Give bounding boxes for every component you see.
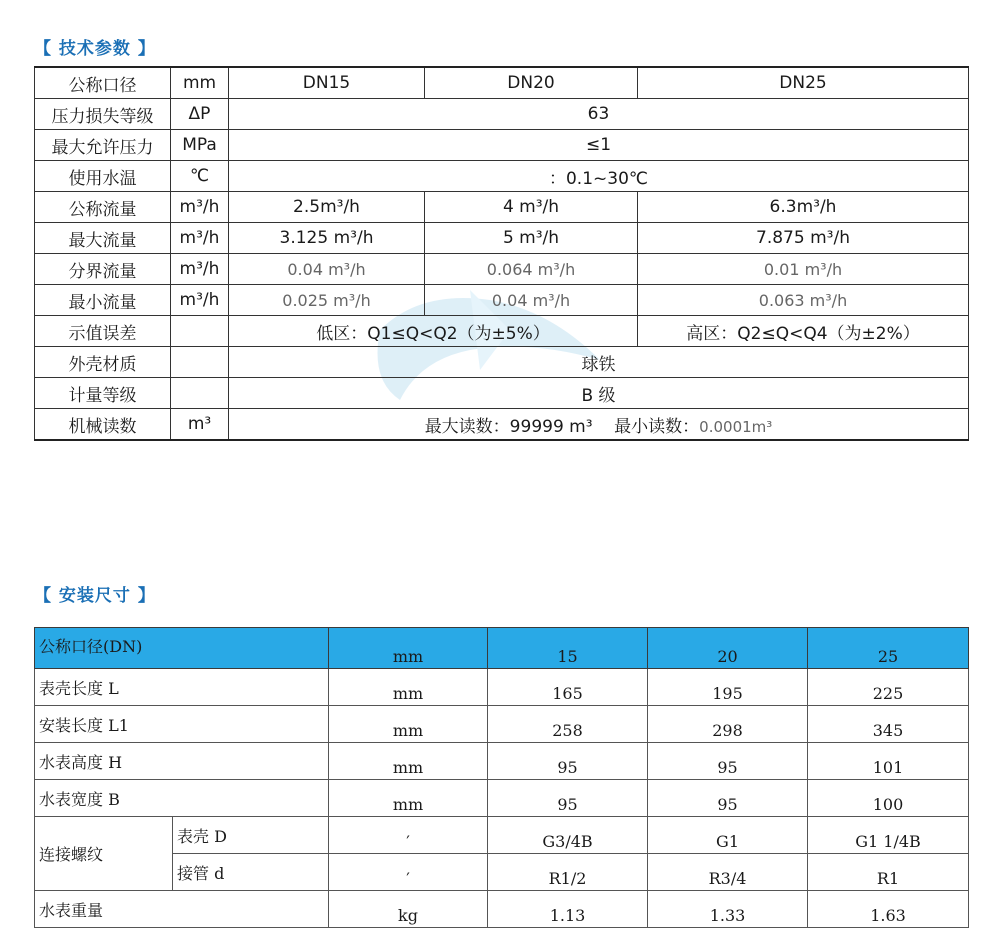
section-title-specs: 【 技术参数 】 (34, 39, 156, 59)
table-row (35, 192, 969, 223)
min-reading-label: 最小读数： (614, 416, 700, 437)
table-row (35, 854, 969, 891)
value-cell: 345 (808, 706, 969, 743)
unit-cell: ΔP (171, 99, 229, 130)
row-label: 连接螺纹 (35, 817, 173, 891)
value-cell: 195 (648, 669, 808, 706)
value-cell: 1.33 (648, 891, 808, 928)
table-row (35, 669, 969, 706)
unit-cell: m³ (171, 409, 229, 441)
unit-cell: mm (329, 780, 488, 817)
table-row (35, 817, 969, 854)
unit-cell: ′ (329, 854, 488, 891)
sub-row-label: 接管 d (173, 854, 329, 891)
unit-cell: mm (329, 743, 488, 780)
row-label: 公称流量 (35, 192, 171, 223)
unit-cell: mm (171, 67, 229, 99)
value-cell: DN25 (638, 67, 969, 99)
table-row (35, 316, 969, 347)
value-cell: 95 (488, 780, 648, 817)
value-cell: 4 m³/h (425, 192, 638, 223)
value-cell: 101 (808, 743, 969, 780)
table-row (35, 99, 969, 130)
value-cell (229, 409, 969, 441)
value-cell: 95 (648, 780, 808, 817)
value-cell: ：0.1~30℃ (229, 161, 969, 192)
row-label: 压力损失等级 (35, 99, 171, 130)
value-cell: 1.63 (808, 891, 969, 928)
value-cell: 0.063 m³/h (638, 285, 969, 316)
value-cell: 95 (488, 743, 648, 780)
table-row (35, 285, 969, 316)
value-cell: G1 1/4B (808, 817, 969, 854)
value-cell: 5 m³/h (425, 223, 638, 254)
unit-cell: m³/h (171, 254, 229, 285)
value-cell: R1/2 (488, 854, 648, 891)
unit-cell: mm (329, 669, 488, 706)
table-row (35, 378, 969, 409)
table-row (35, 347, 969, 378)
row-label: 机械读数 (35, 409, 171, 441)
value-cell: R3/4 (648, 854, 808, 891)
value-cell: 7.875 m³/h (638, 223, 969, 254)
value-cell: 63 (229, 99, 969, 130)
value-cell: 95 (648, 743, 808, 780)
header-value: 20 (648, 628, 808, 669)
table-row (35, 223, 969, 254)
row-label: 水表宽度 B (35, 780, 329, 817)
row-label: 计量等级 (35, 378, 171, 409)
value-cell: B 级 (229, 378, 969, 409)
table-row (35, 780, 969, 817)
unit-cell (171, 316, 229, 347)
value-cell: G1 (648, 817, 808, 854)
row-label: 分界流量 (35, 254, 171, 285)
table-header-row (35, 628, 969, 669)
value-cell: 1.13 (488, 891, 648, 928)
max-reading: 最大读数：99999 m³ (424, 416, 593, 437)
table-row (35, 743, 969, 780)
value-cell: 0.064 m³/h (425, 254, 638, 285)
row-label: 示值误差 (35, 316, 171, 347)
row-label: 水表重量 (35, 891, 329, 928)
value-cell-low-range: 低区：Q1≤Q<Q2（为±5%） (229, 316, 638, 347)
table-row (35, 409, 969, 441)
unit-cell: m³/h (171, 285, 229, 316)
table-row (35, 706, 969, 743)
value-cell: 258 (488, 706, 648, 743)
table-row (35, 254, 969, 285)
row-label: 外壳材质 (35, 347, 171, 378)
value-cell: 球铁 (229, 347, 969, 378)
unit-cell: ℃ (171, 161, 229, 192)
value-cell: DN20 (425, 67, 638, 99)
unit-cell (171, 347, 229, 378)
spec-table (34, 66, 969, 441)
header-value: 25 (808, 628, 969, 669)
header-label: 公称口径(DN) (35, 628, 329, 669)
value-cell: DN15 (229, 67, 425, 99)
unit-cell: ′ (329, 817, 488, 854)
table-row (35, 67, 969, 99)
row-label: 水表高度 H (35, 743, 329, 780)
row-label: 最小流量 (35, 285, 171, 316)
table-row (35, 891, 969, 928)
value-cell: G3/4B (488, 817, 648, 854)
value-cell: 0.04 m³/h (229, 254, 425, 285)
header-unit: mm (329, 628, 488, 669)
section-title-dimensions: 【 安装尺寸 】 (34, 586, 156, 606)
table-row (35, 130, 969, 161)
table-row (35, 161, 969, 192)
unit-cell: MPa (171, 130, 229, 161)
value-cell: ≤1 (229, 130, 969, 161)
unit-cell: mm (329, 706, 488, 743)
dimensions-table (34, 627, 969, 928)
unit-cell: m³/h (171, 192, 229, 223)
min-reading-value: 0.0001m³ (699, 417, 773, 436)
row-label: 使用水温 (35, 161, 171, 192)
value-cell: 225 (808, 669, 969, 706)
value-cell: 6.3m³/h (638, 192, 969, 223)
row-label: 最大流量 (35, 223, 171, 254)
value-cell: 165 (488, 669, 648, 706)
unit-cell: m³/h (171, 223, 229, 254)
value-cell: 0.04 m³/h (425, 285, 638, 316)
unit-cell (171, 378, 229, 409)
unit-cell: kg (329, 891, 488, 928)
value-cell: R1 (808, 854, 969, 891)
header-value: 15 (488, 628, 648, 669)
value-cell-high-range: 高区：Q2≤Q<Q4（为±2%） (638, 316, 969, 347)
value-cell: 2.5m³/h (229, 192, 425, 223)
sub-row-label: 表壳 D (173, 817, 329, 854)
row-label: 最大允许压力 (35, 130, 171, 161)
value-cell: 0.025 m³/h (229, 285, 425, 316)
value-cell: 298 (648, 706, 808, 743)
row-label: 公称口径 (35, 67, 171, 99)
value-cell: 100 (808, 780, 969, 817)
row-label: 安装长度 L1 (35, 706, 329, 743)
row-label: 表壳长度 L (35, 669, 329, 706)
value-cell: 3.125 m³/h (229, 223, 425, 254)
value-cell: 0.01 m³/h (638, 254, 969, 285)
